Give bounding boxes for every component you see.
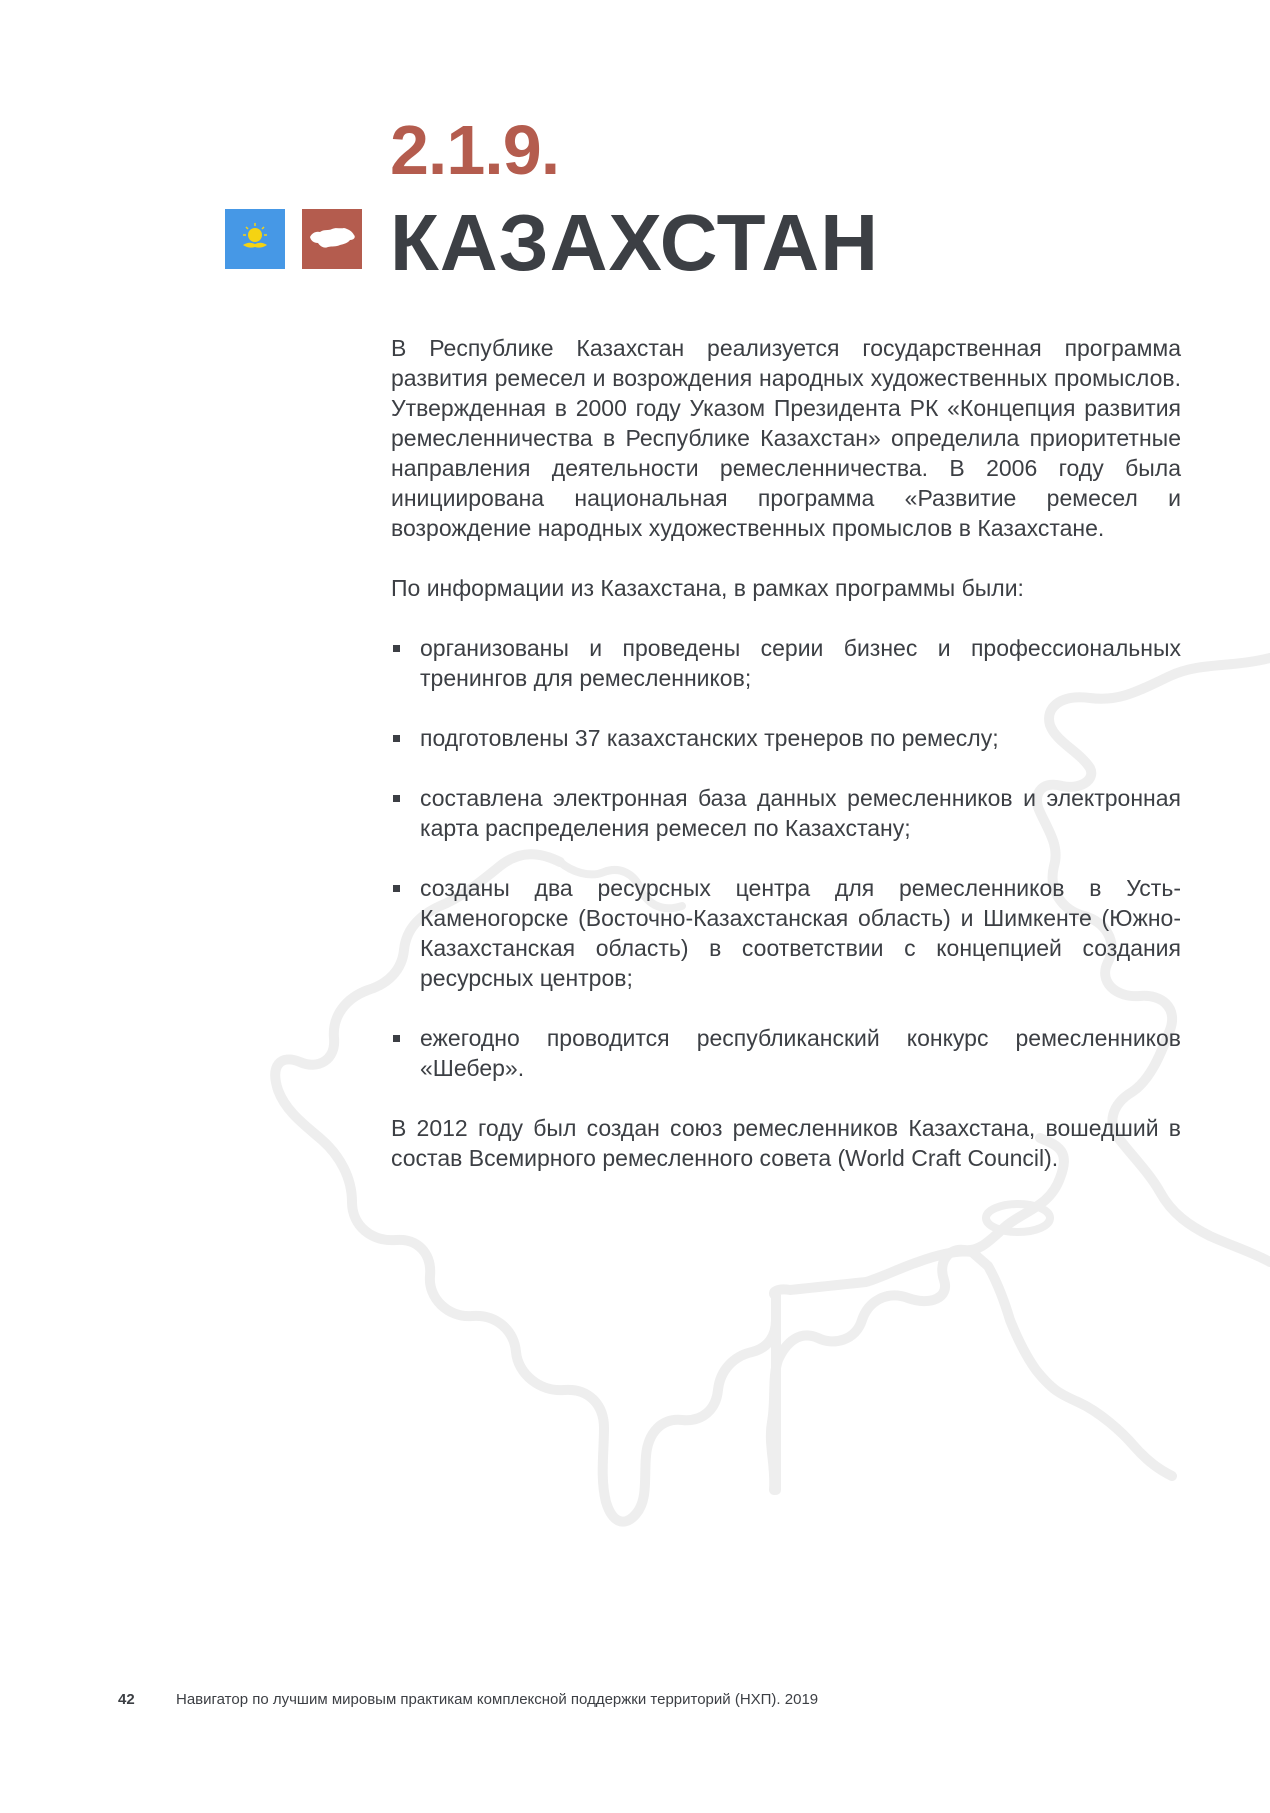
list-item-text: ежегодно проводится республиканский конкурс ремесленников «Шебер». [420, 1025, 1181, 1081]
list-item [391, 1023, 1181, 1083]
bullet-marker [393, 735, 400, 742]
kazakhstan-flag-icon [225, 209, 285, 269]
list-item [391, 783, 1181, 843]
bullet-marker [393, 885, 400, 892]
list-item-text: организованы и проведены серии бизнес и профессиональных тренингов для ремесленников; [420, 635, 1181, 691]
bullet-marker [393, 645, 400, 652]
achievements-list [391, 633, 1181, 1083]
kazakhstan-map-icon [302, 209, 362, 269]
closing-paragraph: В 2012 году был создан союз ремесленников Казахстана, вошедший в состав Всемирного ремесленного совета (World Craft Council). [391, 1115, 1181, 1171]
page-footer [118, 1690, 818, 1710]
bullet-marker [393, 1035, 400, 1042]
list-item [391, 633, 1181, 693]
page-number: 42 [118, 1691, 135, 1708]
footer-caption: Навигатор по лучшим мировым практикам комплексной поддержки территорий (НХП). 2019 [176, 1691, 819, 1708]
lead-in-paragraph: По информации из Казахстана, в рамках программы были: [391, 575, 1024, 601]
bullet-marker [393, 795, 400, 802]
article-body [391, 333, 1181, 1203]
list-item-text: составлена электронная база данных ремесленников и электронная карта распределения ремесел по Казахстану; [420, 785, 1181, 841]
section-number: 2.1.9. [390, 111, 560, 189]
list-item [391, 723, 1181, 753]
intro-paragraph: В Республике Казахстан реализуется государственная программа развития ремесел и возрождения народных художественных промыслов. Утвержденная в 2000 году Указом Президента РК «Концепция развития ремесленничества в Республике Казахстан» определила приоритетные направления деятельности ремесленничества. В 2006 году была инициирована национальная программа «Развитие ремесел и возрождение народных художественных промыслов в Казахстане. [391, 335, 1181, 541]
list-item [391, 873, 1181, 993]
list-item-text: подготовлены 37 казахстанских тренеров по ремеслу; [420, 725, 999, 751]
list-item-text: созданы два ресурсных центра для ремесленников в Усть-Каменогорске (Восточно-Казахстанская область) и Шимкенте (Южно-Казахстанская область) в соответствии с концепцией создания ресурсных центров; [420, 875, 1181, 991]
country-title: КАЗАХСТАН [390, 198, 879, 287]
